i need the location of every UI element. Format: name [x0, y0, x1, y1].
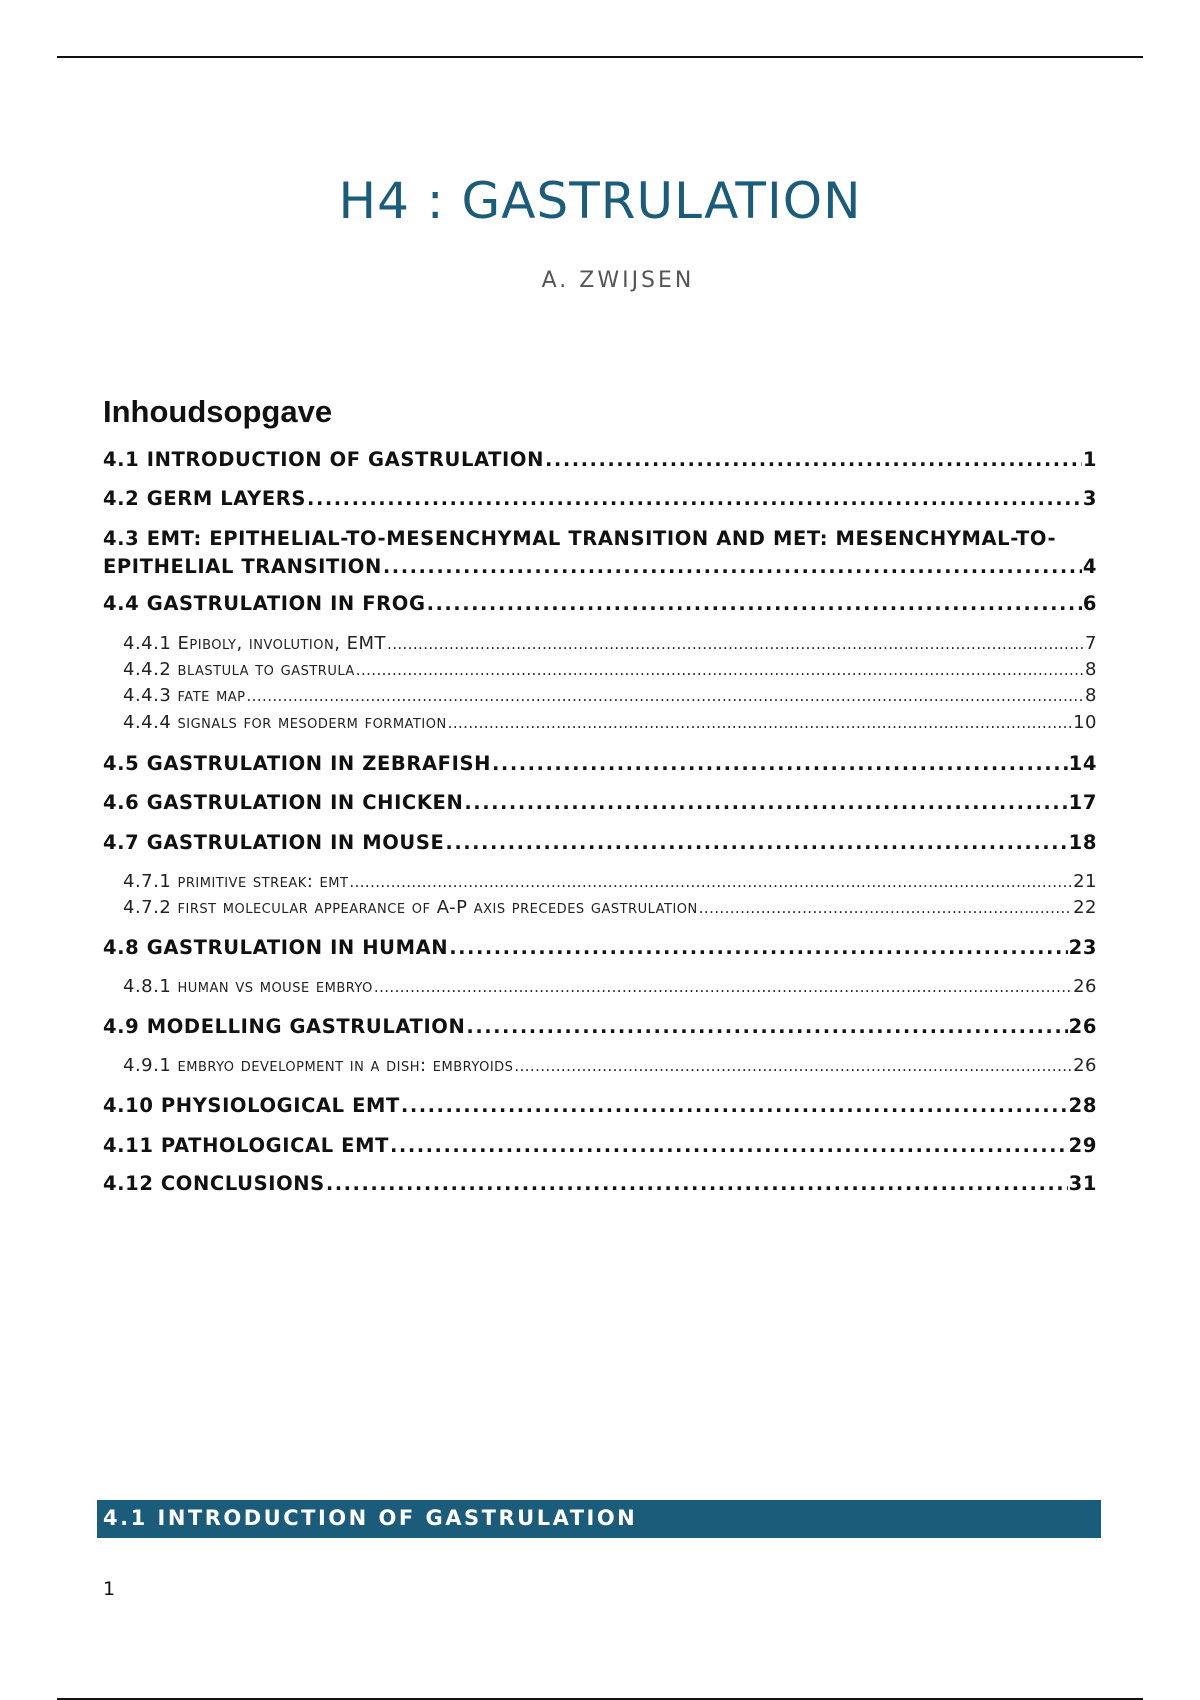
toc-leader-dots [383, 555, 1082, 578]
toc-entry-label: 4.9 MODELLING GASTRULATION [103, 1015, 466, 1038]
toc-entry-4-8-1[interactable] [123, 976, 1097, 997]
document-title: H4 : GASTRULATION [338, 172, 862, 230]
toc-entry-4-7-1[interactable] [123, 871, 1097, 892]
toc-entry-4-4-1[interactable] [123, 633, 1097, 654]
toc-entry-4-7[interactable] [103, 831, 1097, 854]
toc-entry-page: 26 [1073, 1055, 1097, 1076]
toc-entry-page: 10 [1073, 712, 1097, 733]
toc-entry-label: 4.9.1 embryo development in a dish: embryoids [123, 1055, 514, 1076]
toc-entry-label: 4.10 PHYSIOLOGICAL EMT [103, 1094, 400, 1117]
toc-leader-dots [464, 791, 1067, 814]
toc-leader-dots [390, 1134, 1068, 1157]
toc-entry-4-3[interactable] [103, 527, 1097, 578]
toc-leader-dots [307, 487, 1082, 510]
toc-entry-page: 14 [1068, 752, 1097, 775]
toc-entry-page: 4 [1082, 555, 1097, 578]
toc-entry-page: 8 [1085, 685, 1097, 706]
toc-leader-dots [349, 873, 1072, 891]
document-author: A. ZWIJSEN [541, 268, 695, 293]
toc-leader-dots [326, 1172, 1068, 1195]
toc-entry-page: 29 [1068, 1134, 1097, 1157]
toc-leader-dots [514, 1057, 1072, 1075]
toc-entry-label: 4.4.4 signals for mesoderm formation [123, 712, 447, 733]
toc-leader-dots [492, 752, 1068, 775]
toc-entry-label: 4.8.1 human vs mouse embryo [123, 976, 373, 997]
toc-entry-label: 4.4 GASTRULATION IN FROG [103, 592, 426, 615]
toc-entry-4-10[interactable] [103, 1094, 1097, 1117]
toc-leader-dots [445, 831, 1067, 854]
toc-entry-page: 21 [1073, 871, 1097, 892]
section-heading-bar [97, 1500, 1101, 1538]
toc-entry-4-4-3[interactable] [123, 685, 1097, 706]
toc-leader-dots [356, 661, 1084, 679]
toc-entry-4-4-2[interactable] [123, 659, 1097, 680]
toc-entry-label: 4.8 GASTRULATION IN HUMAN [103, 936, 449, 959]
toc-entry-label: 4.4.1 Epiboly, involution, EMT [123, 633, 387, 654]
toc-entry-label: 4.7 GASTRULATION IN MOUSE [103, 831, 445, 854]
toc-entry-page: 7 [1085, 633, 1097, 654]
section-heading: 4.1 INTRODUCTION OF GASTRULATION [103, 1506, 638, 1530]
top-rule [57, 56, 1143, 58]
toc-entry-4-9-1[interactable] [123, 1055, 1097, 1076]
toc-entry-label: 4.7.2 first molecular appearance of A-P axis precedes gastrulation [123, 897, 698, 918]
toc-entry-page: 26 [1073, 976, 1097, 997]
toc-entry-label: 4.12 CONCLUSIONS [103, 1172, 325, 1195]
toc-leader-dots [247, 687, 1085, 705]
toc-leader-dots [699, 899, 1072, 917]
toc-entry-4-1[interactable] [103, 448, 1097, 471]
toc-entry-page: 22 [1073, 897, 1097, 918]
toc-entry-label: 4.6 GASTRULATION IN CHICKEN [103, 791, 464, 814]
toc-entry-4-4[interactable] [103, 592, 1097, 615]
toc-entry-page: 6 [1082, 592, 1097, 615]
toc-entry-4-8[interactable] [103, 936, 1097, 959]
toc-entry-page: 28 [1068, 1094, 1097, 1117]
toc-entry-label: 4.7.1 primitive streak: emt [123, 871, 349, 892]
toc-leader-dots [545, 448, 1082, 471]
toc-entry-page: 31 [1068, 1172, 1097, 1195]
toc-entry-label: 4.4.2 blastula to gastrula [123, 659, 355, 680]
toc-leader-dots [401, 1094, 1068, 1117]
toc-entry-label: 4.3 EMT: EPITHELIAL-TO-MESENCHYMAL TRANSITION AND MET: MESENCHYMAL-TO- [103, 527, 1057, 550]
toc-entry-4-7-2[interactable] [123, 897, 1097, 918]
toc-leader-dots [448, 714, 1072, 732]
toc-heading: Inhoudsopgave [103, 394, 333, 429]
toc-entry-4-11[interactable] [103, 1134, 1097, 1157]
toc-entry-page: 3 [1082, 487, 1097, 510]
toc-entry-label: 4.1 INTRODUCTION OF GASTRULATION [103, 448, 545, 471]
toc-entry-page: 8 [1085, 659, 1097, 680]
toc-entry-4-4-4[interactable] [123, 712, 1097, 733]
toc-entry-label-continued: EPITHELIAL TRANSITION [103, 555, 382, 578]
toc-entry-4-12[interactable] [103, 1172, 1097, 1195]
toc-entry-4-5[interactable] [103, 752, 1097, 775]
toc-entry-label: 4.5 GASTRULATION IN ZEBRAFISH [103, 752, 492, 775]
toc-entry-label: 4.2 GERM LAYERS [103, 487, 307, 510]
toc-leader-dots [449, 936, 1067, 959]
toc-entry-page: 18 [1068, 831, 1097, 854]
toc-entry-page: 26 [1068, 1015, 1097, 1038]
toc-entry-page: 23 [1068, 936, 1097, 959]
toc-entry-label: 4.11 PATHOLOGICAL EMT [103, 1134, 389, 1157]
toc-entry-label: 4.4.3 fate map [123, 685, 246, 706]
toc-entry-page: 17 [1068, 791, 1097, 814]
toc-entry-4-2[interactable] [103, 487, 1097, 510]
toc-leader-dots [466, 1015, 1067, 1038]
page-number: 1 [103, 1578, 116, 1600]
toc-leader-dots [427, 592, 1082, 615]
toc-leader-dots [387, 635, 1084, 653]
toc-entry-4-9[interactable] [103, 1015, 1097, 1038]
toc-leader-dots [374, 978, 1072, 996]
toc-entry-4-6[interactable] [103, 791, 1097, 814]
toc-entry-page: 1 [1082, 448, 1097, 471]
